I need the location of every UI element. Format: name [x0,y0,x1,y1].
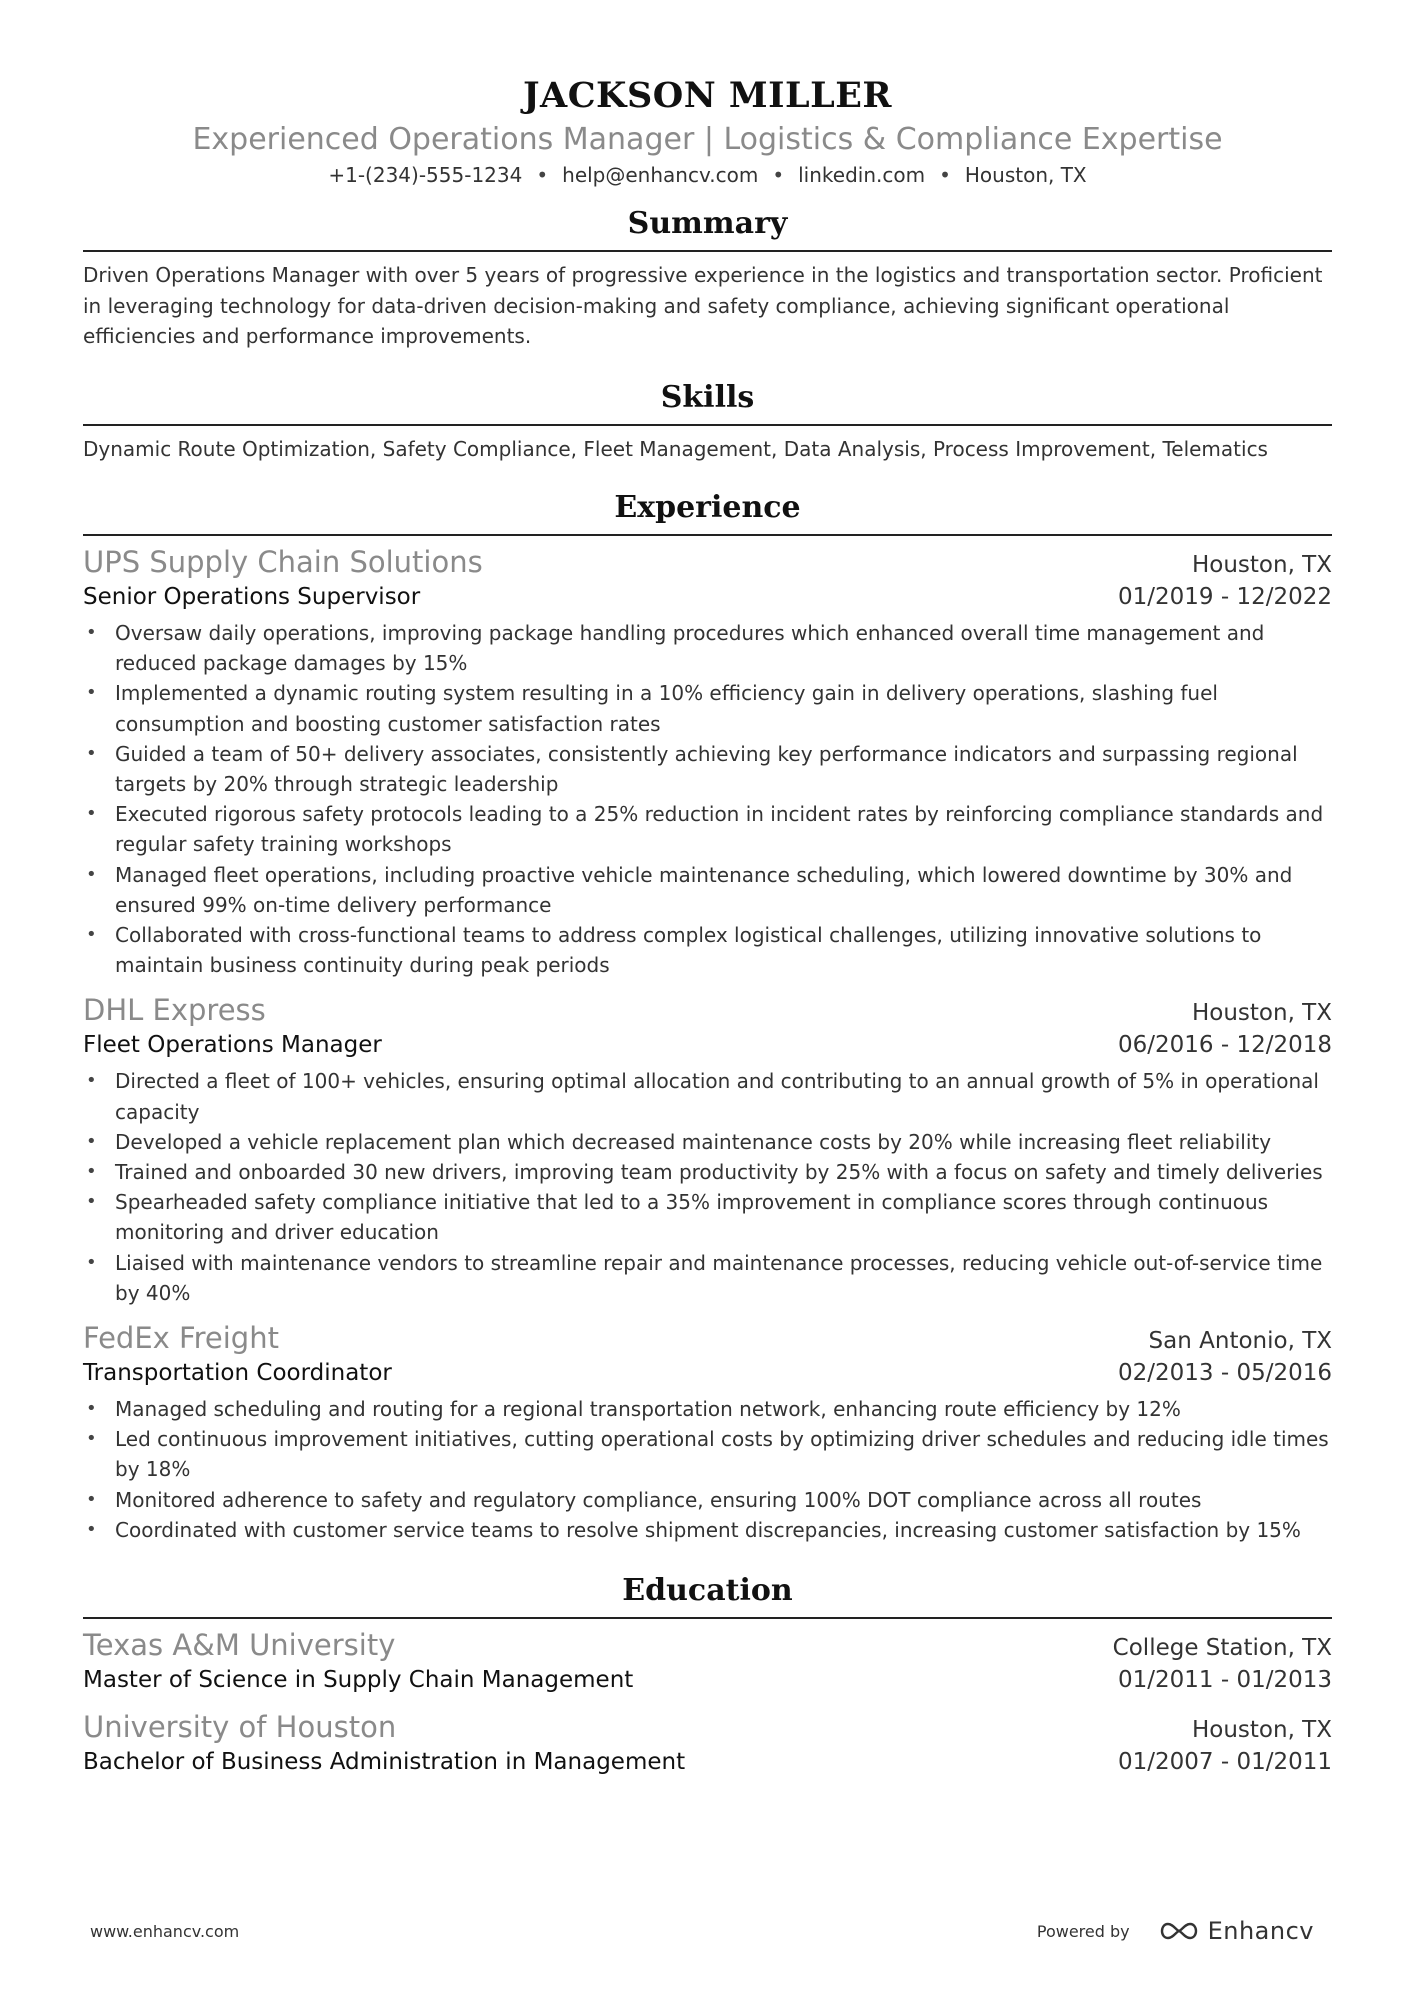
job-dates: 06/2016 - 12/2018 [1117,1032,1332,1059]
section-title-experience: Experience [614,490,801,525]
resume-header [83,0,1332,190]
summary-text: Driven Operations Manager with over 5 years of progressive experience in the logistics and transportation sector. Proficient in leveraging technology for data-driven decision-making and safety compliance, achieving significant operational efficiencies and performance improvements. [83,263,1323,348]
degree-title: Master of Science in Supply Chain Management [83,1667,634,1694]
enhancv-logo[interactable] [1156,1917,1314,1945]
achievement-item: • Oversaw daily operations, improving package handling procedures which enhanced overall time management and reduced package damages by 15% [83,618,1332,678]
brand-name: Enhancv [1207,1917,1314,1945]
achievement-list [83,1394,1332,1545]
achievement-item: • Developed a vehicle replacement plan which decreased maintenance costs by 20% while increasing fleet reliability [83,1127,1332,1157]
bullet-separator: • [939,163,951,187]
section-divider [83,534,1332,536]
company-name: DHL Express [83,993,266,1028]
experience-entry [83,1320,1332,1545]
company-name: UPS Supply Chain Solutions [83,545,483,579]
resume-page [83,0,1332,1779]
achievement-item: • Implemented a dynamic routing system resulting in a 10% efficiency gain in delivery operations, slashing fuel consumption and boosting customer satisfaction rates [83,678,1332,738]
school-name: Texas A&M University [83,1628,396,1663]
job-title: Fleet Operations Manager [83,1032,382,1059]
section-divider [83,424,1332,426]
bullet-separator: • [772,163,785,187]
achievement-item: • Monitored adherence to safety and regulatory compliance, ensuring 100% DOT compliance across all routes [83,1485,1332,1515]
section-divider [83,250,1332,252]
school-location: College Station, TX [1112,1635,1332,1662]
skills-section [83,378,1332,465]
achievement-item: • Collaborated with cross-functional teams to address complex logistical challenges, utilizing innovative solutions to maintain business continuity during peak periods [83,920,1332,980]
page-footer [90,1917,1314,1945]
section-title-education: Education [622,1573,793,1609]
achievement-list [83,618,1332,980]
footer-url[interactable]: www.enhancv.com [90,1921,240,1941]
achievement-item: • Spearheaded safety compliance initiative that led to a 35% improvement in compliance scores through continuous monitoring and driver education [83,1187,1332,1247]
powered-by-label: Powered by [1036,1921,1130,1941]
candidate-tagline: Experienced Operations Manager | Logistics & Compliance Expertise [192,122,1223,157]
job-location: Houston, TX [1191,1000,1332,1027]
job-location: San Antonio, TX [1148,1328,1332,1355]
achievement-item: • Managed fleet operations, including proactive vehicle maintenance scheduling, which lowered downtime by 30% and ensured 99% on-time delivery performance [83,860,1332,920]
candidate-name: JACKSON MILLER [522,75,893,116]
summary-section [83,204,1332,352]
achievement-item: • Directed a fleet of 100+ vehicles, ensuring optimal allocation and contributing to an annual growth of 5% in operational capacity [83,1066,1332,1126]
contact-line [83,160,1332,190]
achievement-item: • Guided a team of 50+ delivery associates, consistently achieving key performance indicators and surpassing regional targets by 20% through strategic leadership [83,739,1332,799]
job-title: Senior Operations Supervisor [83,584,421,610]
bullet-separator: • [536,163,549,187]
achievement-item: • Liaised with maintenance vendors to streamline repair and maintenance processes, reducing vehicle out-of-service time by 40% [83,1248,1332,1308]
company-name: FedEx Freight [83,1321,279,1356]
job-location: Houston, TX [1191,552,1332,578]
contact-phone: +1-(234)-555-1234 [328,163,523,187]
achievement-item: • Led continuous improvement initiatives, cutting operational costs by optimizing driver schedules and reducing idle times by 18% [83,1424,1332,1484]
job-dates: 02/2013 - 05/2016 [1117,1360,1332,1387]
experience-entry [83,992,1332,1308]
section-title-summary: Summary [627,206,788,241]
school-location: Houston, TX [1191,1717,1332,1744]
contact-linkedin[interactable]: linkedin.com [798,163,926,187]
contact-location: Houston, TX [964,163,1087,187]
job-title: Transportation Coordinator [83,1360,392,1387]
job-dates: 01/2019 - 12/2022 [1117,584,1332,610]
education-section [83,1571,1332,1779]
achievement-list [83,1066,1332,1308]
section-divider [83,1617,1332,1619]
school-name: University of Houston [83,1710,397,1745]
education-entry [83,1709,1332,1779]
achievement-item: • Managed scheduling and routing for a regional transportation network, enhancing route efficiency by 12% [83,1394,1332,1424]
footer-branding [1037,1917,1314,1945]
achievement-item: • Coordinated with customer service teams to resolve shipment discrepancies, increasing customer satisfaction by 15% [83,1515,1332,1545]
experience-section [83,488,1332,1545]
skills-text: Dynamic Route Optimization, Safety Compliance, Fleet Management, Data Analysis, Process Improvement, Telematics [83,436,1268,461]
education-dates: 01/2011 - 01/2013 [1117,1667,1332,1694]
achievement-item: • Trained and onboarded 30 new drivers, improving team productivity by 25% with a focus on safety and timely deliveries [83,1157,1332,1187]
section-title-skills: Skills [660,379,755,415]
degree-title: Bachelor of Business Administration in Management [83,1749,686,1776]
experience-entry [83,544,1332,980]
contact-email[interactable]: help@enhancv.com [562,163,759,187]
infinity-logo-icon [1156,1920,1202,1942]
achievement-item: • Executed rigorous safety protocols leading to a 25% reduction in incident rates by reinforcing compliance standards and regular safety training workshops [83,799,1332,859]
education-entry [83,1627,1332,1697]
education-dates: 01/2007 - 01/2011 [1117,1749,1332,1776]
